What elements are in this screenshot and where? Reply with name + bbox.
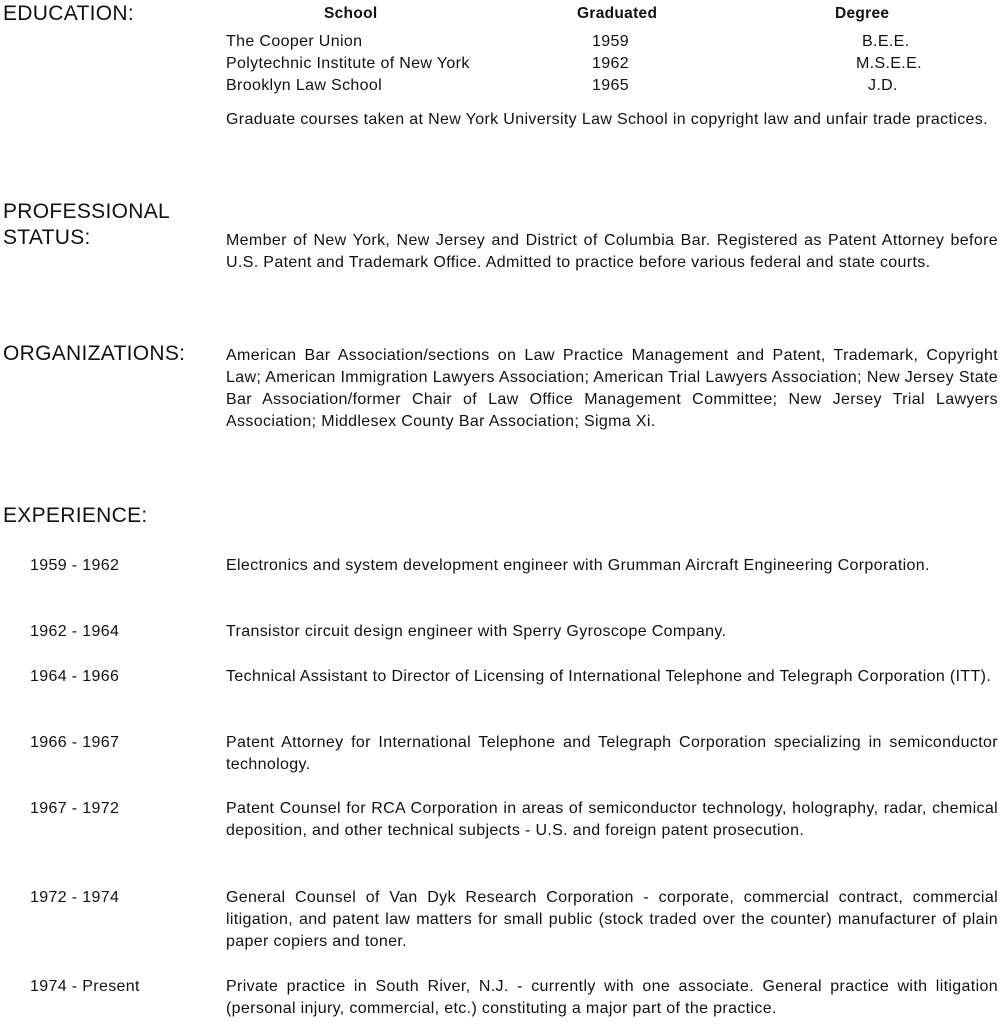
experience-heading: EXPERIENCE: <box>3 504 148 527</box>
experience-description: Patent Counsel for RCA Corporation in areas of semiconductor technology, holography, radar, chemical deposition, and other technical subjects - U.S. and foreign patent prosecution. <box>226 800 998 839</box>
professional-status-heading-line2: STATUS: <box>3 226 91 249</box>
experience-period: 1962 - 1964 <box>30 623 120 640</box>
experience-description: Technical Assistant to Director of Licensing of International Telephone and Telegraph Corporation (ITT). <box>226 668 992 685</box>
school-cell: The Cooper Union <box>226 33 363 50</box>
degree-cell: M.S.E.E. <box>856 55 922 72</box>
column-header-degree: Degree <box>835 5 890 22</box>
school-cell: Polytechnic Institute of New York <box>226 55 470 72</box>
column-header-school: School <box>324 5 378 22</box>
graduated-cell: 1959 <box>592 33 629 50</box>
organizations-text: American Bar Association/sections on Law Practice Management and Patent, Trademark, Copyright Law; American Immigration Lawyers Association; American Trial Lawyers Association; New Jersey State Bar Association/former Chair of Law Office Management Committee; New Jersey Trial Lawyers Association; Middlesex County Bar Association; Sigma Xi. <box>226 347 998 430</box>
experience-period: 1967 - 1972 <box>30 800 120 817</box>
experience-period: 1959 - 1962 <box>30 557 120 574</box>
education-heading: EDUCATION: <box>3 2 134 25</box>
experience-description: Private practice in South River, N.J. - currently with one associate. General practice with litigation (personal injury, commercial, etc.) constituting a major part of the practice. <box>226 978 998 1017</box>
experience-description: General Counsel of Van Dyk Research Corporation - corporate, commercial contract, commercial litigation, and patent law matters for small public (stock traded over the counter) manufacturer of plain paper copiers and toner. <box>226 889 998 950</box>
column-header-graduated: Graduated <box>577 5 658 22</box>
graduated-cell: 1962 <box>592 55 629 72</box>
experience-period: 1974 - Present <box>30 978 140 995</box>
experience-period: 1966 - 1967 <box>30 734 120 751</box>
organizations-heading: ORGANIZATIONS: <box>3 342 186 365</box>
experience-period: 1972 - 1974 <box>30 889 120 906</box>
experience-description: Transistor circuit design engineer with Sperry Gyroscope Company. <box>226 623 727 640</box>
school-cell: Brooklyn Law School <box>226 77 383 94</box>
graduated-cell: 1965 <box>592 77 629 94</box>
professional-status-heading-line1: PROFESSIONAL <box>3 200 170 223</box>
experience-description: Patent Attorney for International Telephone and Telegraph Corporation specializing in semiconductor technology. <box>226 734 998 773</box>
professional-status-text: Member of New York, New Jersey and District of Columbia Bar. Registered as Patent Attorney before U.S. Patent and Trademark Office. Admitted to practice before various federal and state courts. <box>226 232 998 271</box>
education-note: Graduate courses taken at New York University Law School in copyright law and unfair trade practices. <box>226 111 988 128</box>
degree-cell: J.D. <box>868 77 898 94</box>
experience-period: 1964 - 1966 <box>30 668 120 685</box>
degree-cell: B.E.E. <box>862 33 910 50</box>
experience-description: Electronics and system development engineer with Grumman Aircraft Engineering Corporation. <box>226 557 930 574</box>
